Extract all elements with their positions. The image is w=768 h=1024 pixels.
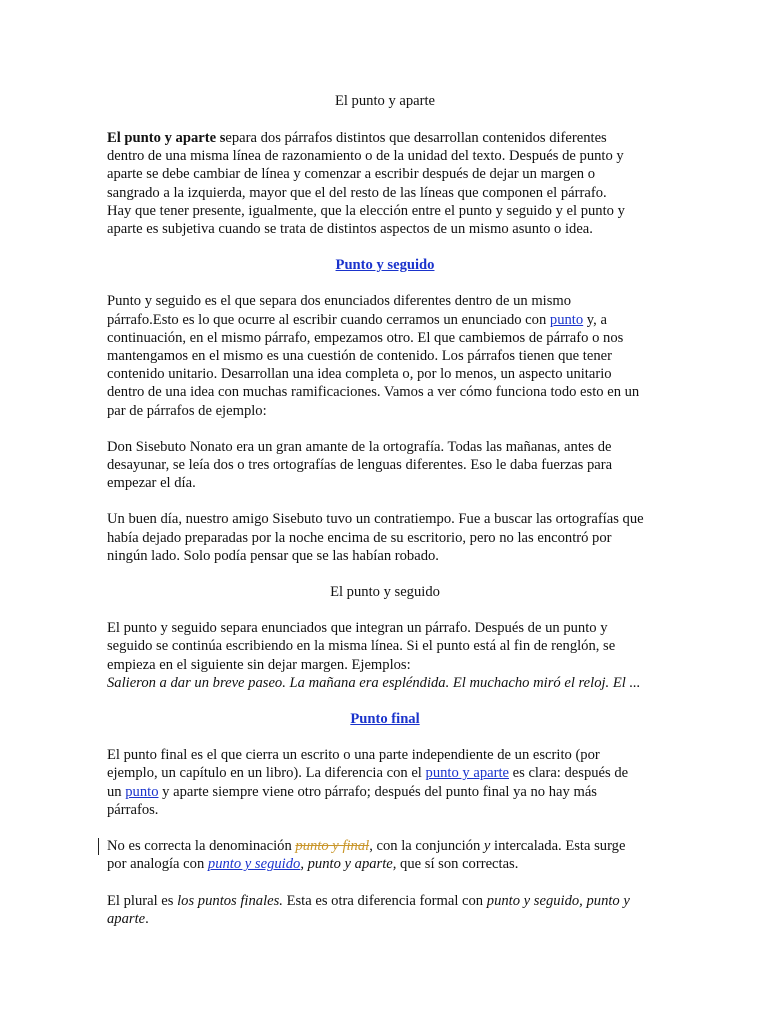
heading-link-punto-final[interactable]: Punto final [350, 711, 420, 728]
document-body [107, 92, 663, 928]
paragraph-punto-y-aparte: El punto y aparte separa dos párrafos distintos que desarrollan contenidos diferentes dentro de una misma línea de razonamiento o de la unidad del texto. Después de punto y aparte se debe cambiar de línea y comenzar a escribir después de dejar un margen o sangrado a la izquierda, mayor que el del resto de las líneas que componen el párrafo. Hay que tener presente, igualmente, que la elección entre el punto y seguido y el punto y aparte es subjetiva cuando se trata de distintos aspectos de un mismo asunto o idea. [107, 130, 625, 238]
paragraph-punto-y-seguido: Punto y seguido es el que separa dos enunciados diferentes dentro de un mismo párrafo.Esto es lo que ocurre al escribir cuando cerramos un enunciado con punto y, a continuación, en el mismo párrafo, empezamos otro. El que cambiemos de párrafo o nos mantengamos en el mismo es una cuestión de contenido. Los párrafos tienen que tener contenido unitario. Desarrollan una idea completa o, por lo menos, un aspecto unitario dentro de una idea con muchas ramificaciones. Vamos a ver cómo funciona todo esto en un par de párrafos de ejemplo: [107, 293, 640, 419]
example-sentence: Salieron a dar un breve paseo. La mañana era espléndida. El muchacho miró el reloj. El ... [107, 674, 641, 691]
paragraph-el-punto-y-seguido: El punto y seguido separa enunciados que integran un párrafo. Después de un punto y seguido se continúa escribiendo en la misma línea. Si el punto está al fin de renglón, se empieza en el siguiente sin dejar margen. Ejemplos: Salieron a dar un breve paseo. La mañana era espléndida. El muchacho miró el reloj. El ... [107, 620, 641, 691]
heading-link-punto-y-seguido[interactable]: Punto y seguido [335, 257, 435, 274]
struck-term: punto y final [295, 838, 370, 855]
paragraph-denominacion: No es correcta la denominación punto y final, con la conjunción y intercalada. Esta surge por analogía con punto y seguido, punto y aparte, que sí son correctas. [107, 837, 663, 873]
link-punto-y-seguido[interactable]: punto y seguido [207, 856, 301, 873]
paragraph-example-1: Don Sisebuto Nonato era un gran amante de la ortografía. Todas las mañanas, antes de desayunar, se leía dos o tres ortografías de lenguas diferentes. Eso le daba fuerzas para empezar el día. [107, 438, 613, 492]
link-punto-y-aparte[interactable]: punto y aparte [425, 765, 509, 782]
heading-punto-final [107, 710, 663, 728]
bold-term: El punto y aparte s [107, 130, 226, 146]
heading-punto-y-seguido [107, 256, 663, 274]
paragraph-example-2: Un buen día, nuestro amigo Sisebuto tuvo un contratiempo. Fue a buscar las ortografías que había dejado preparadas por la noche encima de su escritorio, pero no las encontró por ningún lado. Solo podía pensar que se las habían robado. [107, 511, 644, 564]
text-cursor [98, 838, 99, 855]
link-punto[interactable]: punto [549, 311, 584, 328]
title-el-punto-y-seguido: El punto y seguido [330, 584, 440, 601]
paragraph-punto-final: El punto final es el que cierra un escrito o una parte independiente de un escrito (por ejemplo, un capítulo en un libro). La diferencia con el punto y aparte es clara: después de un punto y aparte siempre viene otro párrafo; después del punto final ya no hay más párrafos. [107, 747, 629, 818]
title-punto-y-aparte: El punto y aparte [334, 93, 436, 109]
link-punto-2[interactable]: punto [125, 783, 159, 800]
paragraph-plural: El plural es los puntos finales. Esta es otra diferencia formal con punto y seguido, punto y aparte. [107, 892, 630, 927]
